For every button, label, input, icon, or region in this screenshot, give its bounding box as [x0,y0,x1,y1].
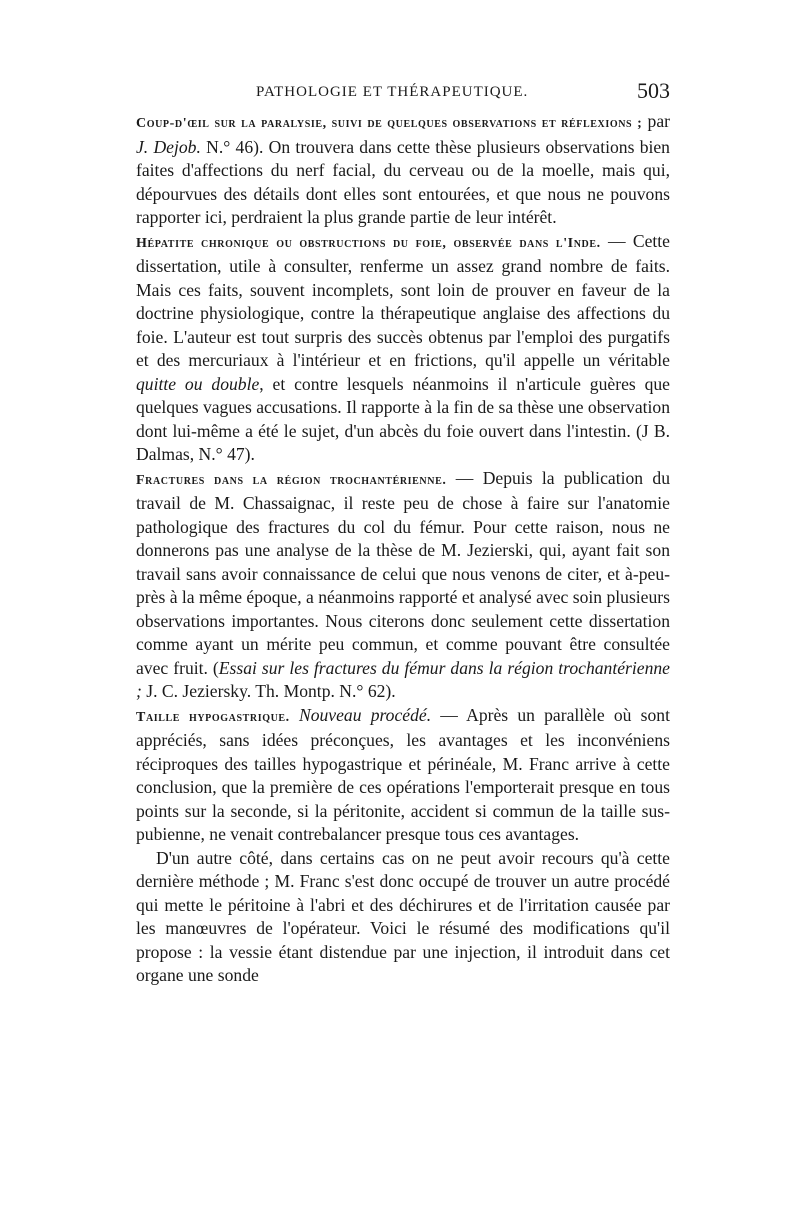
entry-italic: Essai sur les fractures du fémur dans la région trochantérienne ; [136,657,670,701]
entry-italic: quitte ou double [136,373,260,394]
entry-taille [136,704,670,847]
entry-fractures [136,467,670,704]
entry-italic: Nouveau procédé. [289,704,432,725]
entry-text: — Après un parallèle où sont appréciés, sans idées préconçues, les avantages et les inconvéniens réciproques des tailles hypogastrique et périnéale, M. Franc arrive à cette conclusion, que la première de ces opérations l'emporterait presque en tous points sur la seconde, si la péritonite, accident si commun de la taille sus-pubienne, ne venait contrebalancer presque tous ces avantages. [136,704,670,844]
entry-text: N.° 46). On trouvera dans cette thèse plusieurs observations bien faites d'affections du nerf facial, du cerveau ou de la moelle, mais qui, dépourvues des détails dont elles sont entourées, et que nous ne pouvons rapporter ici, perdraient la plus grande partie de leur intérêt. [136,136,670,227]
entry-title: Hépatite chronique ou obstructions du foie, observée dans l'Inde. [136,235,601,251]
entry-text: J. C. Jeziersky. Th. Montp. N.° 62). [141,681,396,701]
entry-continuation [136,847,670,988]
entry-author: J. Dejob. [136,136,201,157]
entry-text: D'un autre côté, dans certains cas on ne peut avoir recours qu'à cette dernière méthode ; M. Franc s'est donc occupé de trouver un autre procédé qui mette le péritoine à l'abri et des déchirures et de l'irritation causée par les manœuvres de l'opérateur. Voici le résumé des modifications qu'il propose : la vessie étant distendue par une injection, il introduit dans cet organe une sonde [136,847,670,985]
entry-text: — Depuis la publication du travail de M. Chassaignac, il reste peu de chose à faire sur l'anatomie pathologique des fractures du col du fémur. Pour cette raison, nous ne donnerons pas une analyse de la thèse de M. Jezierski, qui, ayant fait son travail sans avoir connaissance de celui que nous venons de citer, et à-peu-près à la même époque, a néanmoins rapporté et analysé avec soin plusieurs observations importantes. Nous citerons donc seulement cette dissertation comme ayant un mérite peu commun, et comme pouvant être consultée avec fruit. ( [136,467,670,678]
entry-title: Coup-d'œil sur la paralysie, suivi de quelques observations et réflexions ; [136,116,643,131]
entry-paralysie [136,110,670,230]
entry-text: — Cette dissertation, utile à consulter, renferme un assez grand nombre de faits. Mais ces faits, souvent incomplets, sont loin de prouver en faveur de la doctrine physiologique, contre la thérapeutique anglaise des affections du foie. L'auteur est tout surpris des succès obtenus par l'emploi des purgatifs et des mercuriaux à l'intérieur et en frictions, qu'il appelle un véritable [136,230,670,370]
page-number: 503 [637,78,670,103]
entry-author-prefix: par [642,111,670,131]
page-body [136,110,670,988]
entry-title: Taille hypogastrique. [136,709,290,725]
entry-text: , et contre lesquels néanmoins il n'articule guères que quelques vagues accusations. Il rapporte à la fin de sa thèse une observation dont lui-même a été le sujet, d'un abcès du foie ouvert dans l'intestin. (J B. Dalmas, N.° 47). [136,373,670,464]
entry-title: Fractures dans la région trochantérienne. [136,472,447,488]
entry-hepatite [136,230,670,467]
page-header [136,70,670,110]
running-title: PATHOLOGIE ET THÉRAPEUTIQUE. [256,84,529,100]
book-page [136,70,670,988]
